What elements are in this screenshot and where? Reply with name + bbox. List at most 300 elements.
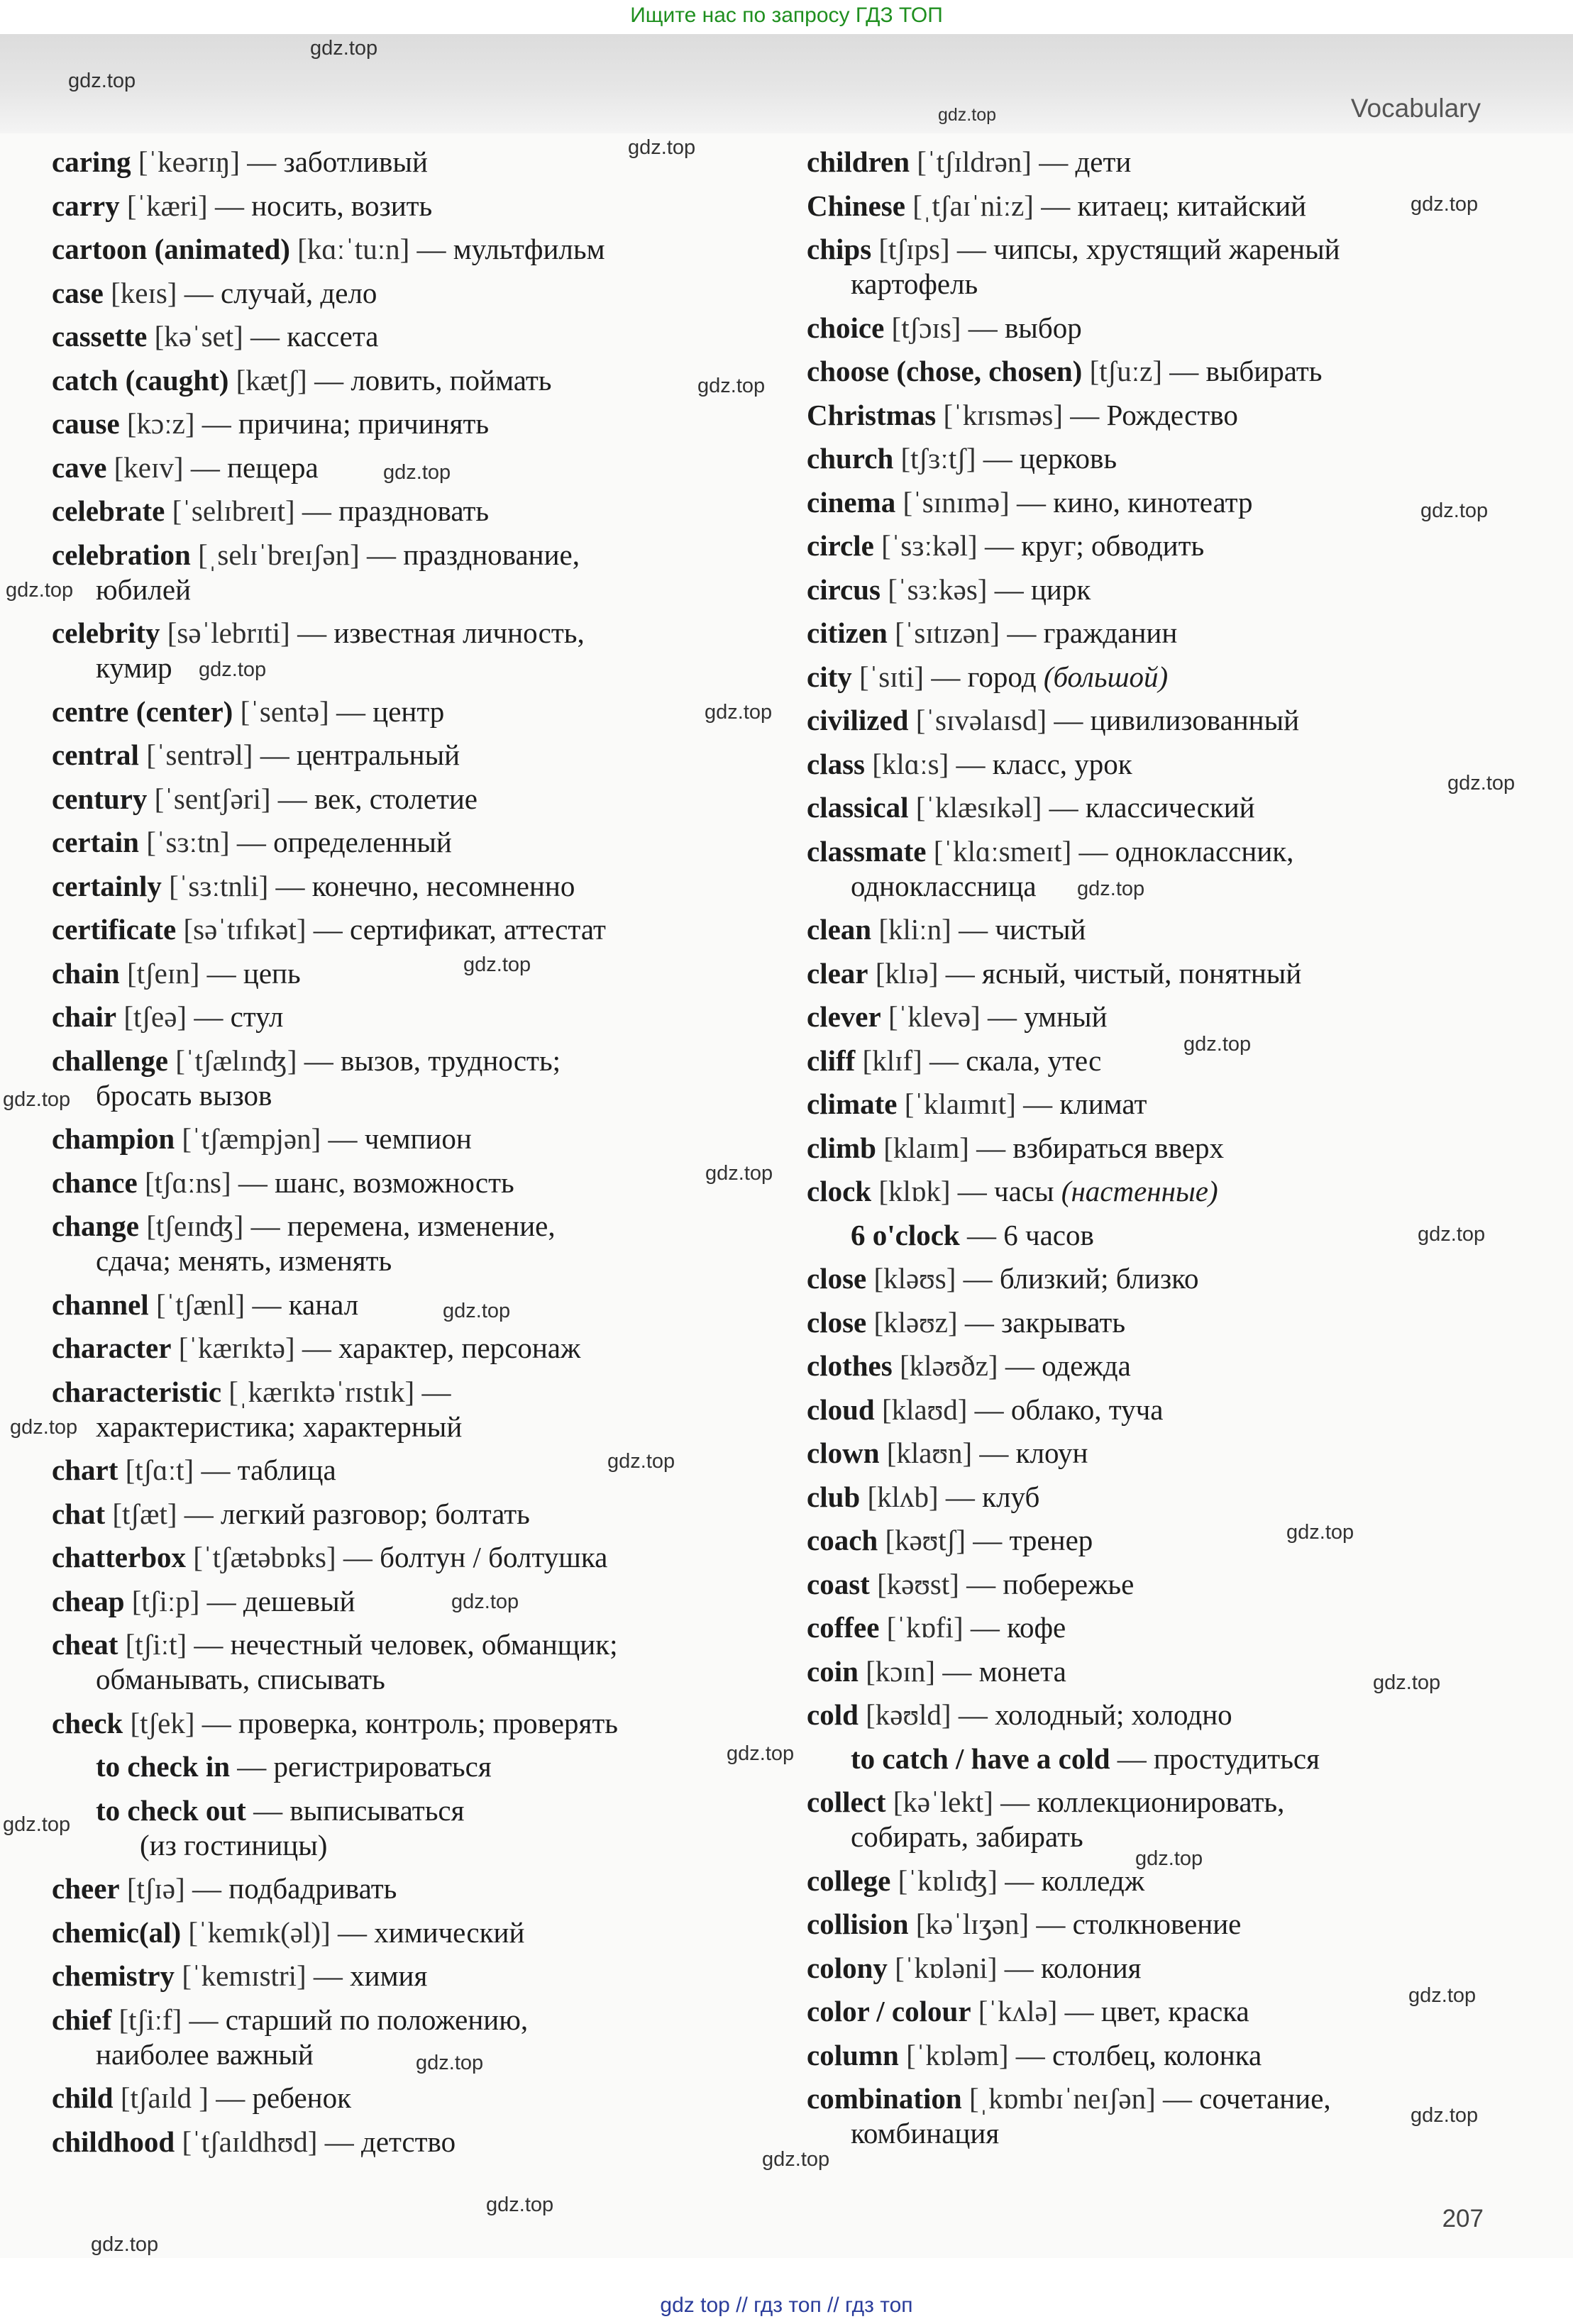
entry-transcription: [kləʊs] — [873, 1262, 956, 1295]
entry-headword: challenge — [52, 1044, 168, 1077]
entry-transcription: [ˌtʃaɪˈniːz] — [912, 189, 1034, 222]
entry-transcription: [ˌkɒmbɪˈneɪʃən] — [968, 2082, 1156, 2115]
entry-transcription: [ˈkʌlə] — [978, 1995, 1058, 2027]
entry-headword: chair — [52, 1000, 117, 1033]
entry-translation: — заботливый — [247, 145, 428, 178]
entry-transcription: [kɔːz] — [126, 407, 195, 440]
entry-translation: — праздновать — [302, 494, 490, 527]
entry-transcription: [ˈsentrəl] — [146, 738, 253, 771]
entry-headword: Chinese — [807, 189, 905, 222]
entry-translation: — круг; обводить — [984, 529, 1205, 562]
entry-headword: to check out — [96, 1793, 246, 1827]
entry-translation: — цвет, краска — [1064, 1995, 1249, 2027]
entry-translation: — тренер — [973, 1524, 1093, 1556]
dictionary-entry — [52, 189, 790, 223]
entry-transcription: [kəʊtʃ] — [885, 1524, 966, 1556]
entry-headword: central — [52, 738, 139, 771]
entry-translation: — чипсы, хрустящий жареный — [956, 233, 1340, 265]
entry-headword: cassette — [52, 320, 148, 353]
entry-translation: — классический — [1049, 791, 1255, 824]
dictionary-entry — [807, 441, 1545, 476]
dictionary-entry — [807, 1951, 1545, 1986]
dictionary-entry — [807, 912, 1545, 947]
entry-transcription: [tʃiːp] — [131, 1584, 200, 1617]
entry-headword: 6 o'clock — [851, 1218, 960, 1251]
watermark: gdz.top — [1411, 193, 1479, 216]
entry-headword: clean — [807, 913, 872, 946]
dictionary-entry — [807, 747, 1545, 782]
entry-transcription: [ˈkrɪsməs] — [943, 398, 1063, 431]
entry-transcription: [keɪv] — [114, 450, 184, 484]
entry-transcription: [ˈkɒləni] — [895, 1951, 998, 1984]
dictionary-entry — [52, 1122, 790, 1156]
entry-headword: century — [52, 782, 148, 815]
entry-transcription: [ˈkeərɪŋ] — [138, 145, 241, 178]
entry-translation: — простудиться — [1117, 1742, 1320, 1775]
entry-headword: citizen — [807, 616, 888, 649]
dictionary-entry — [807, 1393, 1545, 1427]
dictionary-entry — [807, 1698, 1545, 1732]
entry-headword: certainly — [52, 869, 162, 902]
watermark: gdz.top — [607, 1450, 675, 1473]
entry-translation: — ясный, чистый, понятный — [945, 956, 1302, 990]
entry-headword: carry — [52, 189, 120, 222]
entry-headword: certificate — [52, 913, 177, 946]
entry-transcription: [ˈsɜːtn] — [146, 826, 230, 858]
dictionary-entry — [807, 956, 1545, 991]
dictionary-entry — [807, 1523, 1545, 1558]
entry-translation: — определенный — [236, 826, 452, 858]
entry-headword: cheer — [52, 1872, 120, 1905]
entry-headword-forms: (animated) — [154, 233, 290, 265]
entry-translation: — сертификат, аттестат — [313, 913, 606, 946]
entry-transcription: [ˈklaɪmɪt] — [904, 1088, 1016, 1120]
watermark: gdz.top — [10, 1416, 78, 1439]
entry-transcription: [səˈtɪfɪkət] — [183, 913, 307, 946]
entry-translation: — монета — [942, 1654, 1066, 1688]
entry-headword: clothes — [807, 1349, 893, 1382]
dictionary-entry — [807, 790, 1545, 825]
entry-translation: — китаец; китайский — [1041, 189, 1307, 222]
entry-headword: city — [807, 660, 852, 693]
entry-headword: cinema — [807, 485, 896, 519]
entry-transcription: [ˈkæri] — [126, 189, 208, 222]
watermark: gdz.top — [199, 658, 267, 681]
entry-translation: — класс, урок — [956, 747, 1132, 780]
entry-transcription: [kəˈset] — [154, 320, 243, 353]
entry-transcription: [ˈtʃaɪldhʊd] — [182, 2125, 318, 2158]
entry-translation: — гражданин — [1007, 616, 1178, 649]
dictionary-entry — [52, 1166, 790, 1200]
dictionary-entry — [52, 319, 790, 354]
entry-translation: — регистрироваться — [237, 1750, 492, 1783]
entry-translation: — носить, возить — [214, 189, 433, 222]
dictionary-entry — [807, 354, 1545, 389]
entry-translation: — — [421, 1375, 451, 1408]
entry-translation: — церковь — [983, 442, 1117, 475]
entry-transcription: [klaʊn] — [886, 1437, 973, 1469]
entry-headword: coin — [807, 1654, 859, 1688]
entry-translation: — химический — [337, 1915, 525, 1949]
dictionary-entry — [52, 1540, 790, 1575]
entry-headword: to check in — [96, 1750, 231, 1783]
entry-transcription: [keɪs] — [111, 276, 177, 309]
watermark: gdz.top — [91, 2233, 159, 2256]
dictionary-entry — [52, 1331, 790, 1366]
entry-headword: cliff — [807, 1044, 856, 1077]
watermark: gdz.top — [705, 1162, 773, 1185]
entry-headword: classical — [807, 791, 909, 824]
dictionary-entry — [52, 1584, 790, 1619]
entry-headword: caring — [52, 145, 131, 178]
entry-headword: chief — [52, 2003, 112, 2036]
watermark: gdz.top — [727, 1742, 795, 1765]
watermark: gdz.top — [1135, 1847, 1203, 1870]
entry-headword: climate — [807, 1088, 898, 1120]
entry-translation: — шанс, возможность — [238, 1166, 514, 1199]
entry-transcription: [kɔɪn] — [866, 1654, 936, 1688]
watermark: gdz.top — [6, 579, 74, 602]
entry-transcription: [tʃɔɪs] — [891, 311, 961, 344]
entry-translation: — конечно, несомненно — [275, 869, 575, 902]
entry-transcription: [tʃiːt] — [125, 1628, 187, 1661]
entry-translation: — скала, утес — [929, 1044, 1102, 1077]
entry-translation: — часы — [957, 1175, 1054, 1207]
entry-headword: certain — [52, 826, 139, 858]
entry-translation: картофель — [851, 267, 978, 300]
entry-transcription: [tʃɪə] — [126, 1872, 185, 1905]
section-title: Vocabulary — [1350, 94, 1481, 123]
entry-translation: — сочетание, — [1162, 2082, 1331, 2115]
entry-translation: — известная личность, — [297, 616, 585, 649]
entry-translation: — кассета — [250, 320, 379, 353]
entry-translation: — детство — [324, 2125, 456, 2158]
dictionary-entry — [807, 703, 1545, 738]
entry-transcription: [ˈkemɪk(əl)] — [188, 1915, 331, 1949]
watermark: gdz.top — [3, 1813, 71, 1836]
entry-headword: cause — [52, 407, 120, 440]
watermark: gdz.top — [1418, 1223, 1486, 1246]
dictionary-entry — [807, 529, 1545, 563]
entry-translation: — проверка, контроль; проверять — [202, 1706, 618, 1739]
entry-transcription: [ˈsentʃəri] — [154, 782, 271, 815]
entry-transcription: [ˈsɪti] — [859, 660, 925, 693]
entry-translation: — случай, дело — [184, 276, 377, 309]
entry-translation: — город — [931, 660, 1037, 693]
watermark: gdz.top — [1411, 2104, 1479, 2127]
entry-headword: column — [807, 2038, 899, 2071]
entry-headword: classmate — [807, 834, 927, 868]
entry-headword: centre (center) — [52, 695, 233, 728]
entry-translation: — закрывать — [964, 1305, 1126, 1339]
entry-transcription: [kəˈlekt] — [893, 1786, 993, 1818]
entry-headword: cloud — [807, 1393, 875, 1426]
entry-headword: close — [807, 1262, 867, 1295]
dictionary-entry — [807, 1131, 1545, 1166]
entry-translation: юбилей — [96, 572, 192, 606]
dictionary-entry — [807, 1785, 1545, 1854]
entry-translation: — чемпион — [328, 1122, 472, 1155]
entry-headword: cheap — [52, 1584, 125, 1617]
entry-headword: coach — [807, 1524, 878, 1556]
entry-translation: — центральный — [260, 738, 460, 771]
dictionary-entry — [52, 2125, 790, 2159]
entry-transcription: [ˈselɪbreɪt] — [172, 494, 295, 527]
entry-transcription: [klʌb] — [867, 1480, 939, 1513]
entry-headword: choice — [807, 311, 885, 344]
watermark: gdz.top — [1420, 499, 1489, 522]
dictionary-entry — [52, 695, 790, 729]
entry-translation: — близкий; близко — [963, 1262, 1199, 1295]
dictionary-entry — [807, 311, 1545, 345]
entry-transcription: [ˈtʃɪldrən] — [917, 145, 1032, 178]
dictionary-entry — [52, 1375, 790, 1444]
watermark: gdz.top — [762, 2148, 830, 2171]
entry-translation: — химия — [313, 1959, 428, 1992]
dictionary-entry — [807, 660, 1545, 695]
watermark: gdz.top — [697, 375, 766, 397]
entry-transcription: [ˈkɒfi] — [886, 1611, 964, 1644]
dictionary-entry — [52, 1453, 790, 1488]
entry-transcription: [ˈklɑːsmeɪt] — [933, 834, 1072, 868]
dictionary-entry — [52, 1288, 790, 1322]
entry-headword: children — [807, 145, 910, 178]
entry-transcription: [ˈsɜːkəl] — [881, 529, 978, 562]
entry-translation: — центр — [336, 695, 445, 728]
dictionary-entry — [52, 1209, 790, 1278]
entry-headword: character — [52, 1332, 172, 1364]
watermark: gdz.top — [628, 136, 696, 159]
entry-transcription: [tʃeɪn] — [126, 956, 200, 990]
page-number: 207 — [1442, 2205, 1484, 2232]
entry-translation: обманывать, списывать — [96, 1663, 385, 1695]
entry-headword: Christmas — [807, 398, 937, 431]
dictionary-entry — [52, 782, 790, 817]
entry-translation: — выбор — [968, 311, 1082, 344]
entry-headword: class — [807, 747, 865, 780]
entry-translation: одноклассница — [851, 869, 1037, 902]
entry-transcription: [ˈsentə] — [240, 695, 329, 728]
entry-translation: — климат — [1023, 1088, 1147, 1120]
entry-transcription: [ˈtʃænl] — [155, 1288, 245, 1321]
entry-headword: catch — [52, 363, 118, 397]
entry-headword: chance — [52, 1166, 138, 1199]
entry-headword: collect — [807, 1786, 886, 1818]
entry-transcription: [kləʊðz] — [899, 1349, 998, 1382]
dictionary-entry — [52, 825, 790, 860]
entry-translation: — взбираться вверх — [976, 1131, 1224, 1164]
entry-transcription: [ˈsɪnɪmə] — [903, 485, 1010, 519]
entry-headword: check — [52, 1706, 123, 1739]
dictionary-entry — [52, 616, 790, 685]
entry-headword: celebration — [52, 538, 191, 571]
entry-headword: church — [807, 442, 894, 475]
entry-headword: to catch / have a cold — [851, 1742, 1110, 1775]
dictionary-entry — [807, 572, 1545, 607]
dictionary-entry — [52, 538, 790, 607]
entry-transcription: [ˈsɪvəlaɪsd] — [915, 704, 1047, 736]
dictionary-entry — [52, 1044, 790, 1113]
dictionary-entry — [807, 1567, 1545, 1602]
entry-transcription: [klɒk] — [878, 1175, 951, 1207]
dictionary-entry — [807, 1044, 1545, 1078]
entry-headword: choose — [807, 355, 890, 387]
entry-headword: cheat — [52, 1628, 118, 1661]
entry-translation: — кофе — [970, 1611, 1066, 1644]
entry-transcription: [tʃɑːt] — [125, 1454, 194, 1486]
left-column — [52, 145, 790, 2168]
entry-transcription: [ˈsɜːtnli] — [169, 869, 269, 902]
entry-headword: celebrity — [52, 616, 160, 649]
entry-translation: — старший по положению, — [189, 2003, 529, 2036]
entry-transcription: [tʃek] — [130, 1706, 195, 1739]
entry-headword: child — [52, 2081, 114, 2114]
entry-transcription: [ˈtʃætəbɒks] — [193, 1541, 336, 1573]
entry-transcription: [ˈkemɪstri] — [182, 1959, 307, 1992]
entry-transcription: [tʃɜːtʃ] — [900, 442, 976, 475]
top-banner[interactable]: Ищите нас по запросу ГДЗ ТОП — [630, 4, 943, 27]
entry-translation: — столбец, колонка — [1015, 2038, 1262, 2071]
dictionary-entry — [52, 276, 790, 311]
dictionary-entry — [52, 912, 790, 947]
watermark: gdz.top — [938, 105, 997, 125]
entry-translation: — болтун / болтушка — [343, 1541, 608, 1573]
entry-transcription: [kliːn] — [878, 913, 951, 946]
watermark: gdz.top — [1077, 878, 1145, 900]
dictionary-entry — [52, 406, 790, 441]
entry-translation: — канал — [252, 1288, 359, 1321]
entry-headword: circus — [807, 572, 881, 606]
entry-headword: childhood — [52, 2125, 175, 2158]
dictionary-entry — [52, 1749, 790, 1784]
entry-translation: (из гостиницы) — [140, 1828, 328, 1861]
watermark: gdz.top — [1183, 1033, 1252, 1056]
entry-headword: college — [807, 1864, 891, 1897]
entry-transcription: [tʃeɪnʤ] — [146, 1210, 244, 1242]
dictionary-entry — [807, 1610, 1545, 1645]
dictionary-entry — [52, 738, 790, 773]
entry-translation: — столкновение — [1036, 1908, 1242, 1940]
dictionary-entry — [807, 834, 1545, 904]
watermark: gdz.top — [486, 2193, 554, 2216]
dictionary-entry — [52, 363, 790, 398]
entry-transcription: [səˈlebrɪti] — [167, 616, 290, 649]
dictionary-entry — [807, 1349, 1545, 1383]
entry-note: (настенные) — [1061, 1175, 1218, 1207]
entry-translation: — холодный; холодно — [958, 1698, 1232, 1731]
entry-translation: комбинация — [851, 2117, 1000, 2149]
entry-translation: — причина; причинять — [202, 407, 490, 440]
entry-headword: chips — [807, 233, 872, 265]
entry-headword: chatterbox — [52, 1541, 187, 1573]
entry-transcription: [ˌkærɪktəˈrɪstɪk] — [228, 1375, 415, 1408]
dictionary-entry — [807, 145, 1545, 179]
entry-translation: бросать вызов — [96, 1078, 272, 1112]
entry-transcription: [klɪf] — [862, 1044, 922, 1077]
entry-translation: кумир — [96, 651, 172, 684]
entry-headword-forms: (caught) — [125, 363, 229, 397]
watermark: gdz.top — [705, 701, 773, 724]
dictionary-entry — [52, 1793, 790, 1863]
dictionary-entry — [52, 1706, 790, 1741]
entry-headword: clown — [807, 1437, 880, 1469]
entry-translation: — вызов, трудность; — [304, 1044, 561, 1077]
entry-headword: chat — [52, 1497, 106, 1530]
entry-headword: color / colour — [807, 1995, 971, 2027]
entry-headword: climb — [807, 1131, 876, 1164]
entry-transcription: [klaɪm] — [883, 1131, 969, 1164]
entry-headword: combination — [807, 2082, 962, 2115]
entry-headword: channel — [52, 1288, 149, 1321]
entry-transcription: [ˈtʃæmpjən] — [182, 1122, 321, 1155]
dictionary-entry — [807, 1907, 1545, 1942]
watermark: gdz.top — [383, 461, 451, 484]
entry-translation: — 6 часов — [966, 1218, 1094, 1251]
entry-translation: — празднование, — [367, 538, 580, 571]
dictionary-entry — [807, 1305, 1545, 1340]
page-header — [0, 34, 1573, 133]
entry-transcription: [ˈtʃælɪnʤ] — [175, 1044, 297, 1077]
dictionary-entry — [807, 1087, 1545, 1122]
entry-translation: собирать, забирать — [851, 1820, 1083, 1853]
bottom-banner[interactable]: gdz top // гдз топ // гдз топ — [660, 2293, 913, 2317]
entry-transcription: [tʃiːf] — [118, 2003, 182, 2036]
entry-transcription: [klɑːs] — [872, 747, 949, 780]
entry-transcription: [ˈkærɪktə] — [178, 1332, 295, 1364]
dictionary-entry — [52, 1915, 790, 1950]
entry-transcription: [kəʊst] — [877, 1567, 959, 1600]
watermark: gdz.top — [451, 1590, 519, 1613]
entry-headword: clear — [807, 956, 868, 990]
entry-translation: сдача; менять, изменять — [96, 1244, 392, 1277]
entry-translation: характеристика; характерный — [96, 1410, 463, 1443]
entry-translation: — ловить, поймать — [314, 363, 552, 397]
entry-translation: — мультфильм — [416, 233, 605, 265]
watermark: gdz.top — [1373, 1671, 1441, 1694]
entry-transcription: [ˈsɪtɪzən] — [895, 616, 1000, 649]
entry-headword: chemic(al) — [52, 1915, 182, 1949]
entry-transcription: [tʃaɪld ] — [120, 2081, 209, 2114]
watermark: gdz.top — [1447, 772, 1516, 795]
watermark: gdz.top — [1286, 1521, 1354, 1544]
entry-translation: — нечестный человек, обманщик; — [194, 1628, 618, 1661]
entry-headword: chemistry — [52, 1959, 175, 1992]
watermark: gdz.top — [310, 37, 378, 60]
dictionary-entry — [52, 869, 790, 904]
watermark: gdz.top — [463, 953, 531, 976]
dictionary-entry — [807, 1480, 1545, 1515]
dictionary-entry — [52, 1497, 790, 1532]
entry-translation: — колледж — [1005, 1864, 1145, 1897]
entry-headword: clever — [807, 1000, 881, 1033]
entry-translation: — таблица — [201, 1454, 336, 1486]
entry-translation: — цепь — [206, 956, 301, 990]
dictionary-entry — [52, 1871, 790, 1906]
entry-headword: civilized — [807, 704, 909, 736]
entry-translation: — век, столетие — [277, 782, 478, 815]
entry-headword: clock — [807, 1175, 872, 1207]
entry-headword: celebrate — [52, 494, 165, 527]
entry-headword: cave — [52, 450, 107, 484]
entry-headword: close — [807, 1305, 867, 1339]
entry-translation: — одноклассник, — [1078, 834, 1294, 868]
entry-headword: colony — [807, 1951, 888, 1984]
entry-headword: chart — [52, 1454, 118, 1486]
entry-translation: — дети — [1039, 145, 1132, 178]
entry-transcription: [ˈkɒlɪʤ] — [898, 1864, 998, 1897]
entry-transcription: [kəˈlɪʒən] — [915, 1908, 1030, 1940]
entry-headword: case — [52, 276, 104, 309]
